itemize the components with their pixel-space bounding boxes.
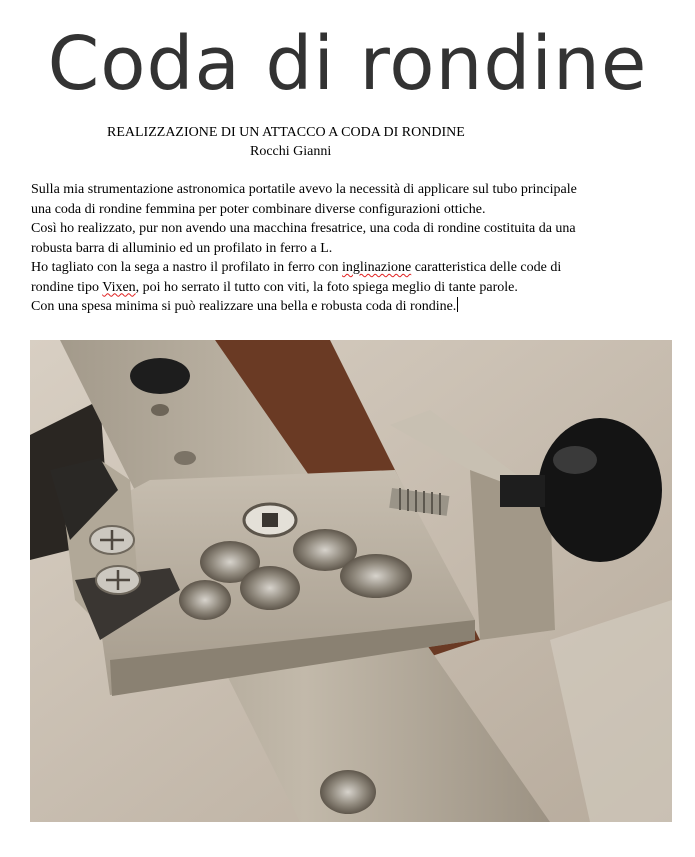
text-line: Con una spesa minima si può realizzare una bella e robusta coda di rondine. bbox=[31, 299, 457, 314]
main-title: Coda di rondine bbox=[47, 21, 648, 107]
bar-hole bbox=[320, 770, 376, 814]
text-caret bbox=[457, 297, 458, 312]
body-text bbox=[31, 180, 671, 317]
dovetail-photo-drawing bbox=[30, 340, 672, 822]
text-line: Così ho realizzato, pur non avendo una macchina fresatrice, una coda di rondine costituita da una bbox=[31, 221, 576, 236]
author: Rocchi Gianni bbox=[250, 144, 332, 159]
misspelled-word: Vixen bbox=[102, 279, 136, 295]
threaded-hole bbox=[151, 404, 169, 416]
text-line: Sulla mia strumentazione astronomica portatile avevo la necessità di applicare sul tubo principale bbox=[31, 182, 577, 197]
misspelled-word: inglinazione bbox=[342, 260, 412, 275]
text-line: una coda di rondine femmina per poter combinare diverse configurazioni ottiche. bbox=[31, 201, 486, 217]
knob-screw-top bbox=[130, 358, 190, 394]
plate-hole bbox=[240, 566, 300, 610]
threaded-hole bbox=[174, 451, 196, 465]
text-line: Ho tagliato con la sega a nastro il profilato in ferro con inglinazione caratteristica delle code di bbox=[31, 260, 562, 275]
knob-stem bbox=[500, 475, 545, 507]
plate-hole bbox=[340, 554, 412, 598]
knob-highlight bbox=[553, 446, 597, 474]
plate-hole bbox=[179, 580, 231, 620]
hex-socket bbox=[262, 513, 278, 527]
text-line: robusta barra di alluminio ed un profilato in ferro a L. bbox=[31, 240, 333, 256]
text-line: rondine tipo Vixen, poi ho serrato il tutto con viti, la foto spiega meglio di tante parole. bbox=[31, 279, 518, 295]
subtitle: REALIZZAZIONE DI UN ATTACCO A CODA DI RONDINE bbox=[107, 125, 465, 140]
black-knob bbox=[538, 418, 662, 562]
dovetail-photo bbox=[30, 340, 672, 822]
